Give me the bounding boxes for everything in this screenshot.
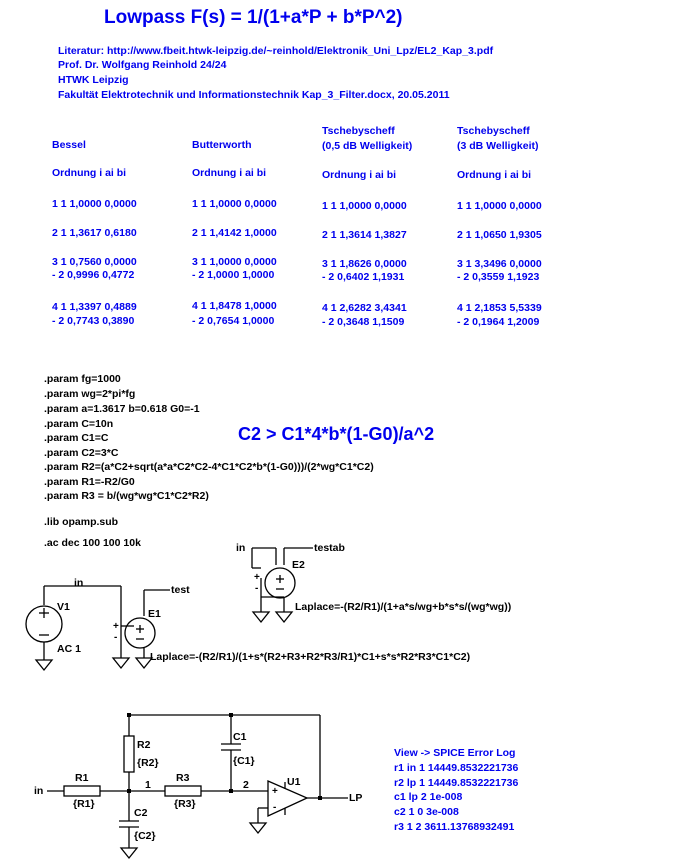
table-row: - 2 0,3559 1,1923 xyxy=(457,271,540,283)
r3-value: {R3} xyxy=(174,798,196,810)
table-row: 1 1 1,0000 0,0000 xyxy=(192,198,277,210)
table-row: - 2 0,3648 1,1509 xyxy=(322,316,405,328)
v1-source xyxy=(26,586,121,670)
author-line: Prof. Dr. Wolfgang Reinhold 24/24 xyxy=(58,59,227,71)
table-row: 1 1 1,0000 0,0000 xyxy=(52,198,137,210)
table-row: 2 1 1,4142 1,0000 xyxy=(192,227,277,239)
e2-laplace: Laplace=-(R2/R1)/(1+a*s/wg+b*s*s/(wg*wg)) xyxy=(295,601,512,613)
error-log-line: r1 in 1 14449.8532221736 xyxy=(394,762,519,774)
table-row: - 2 0,7654 1,0000 xyxy=(192,315,275,327)
e2-plus-label: + xyxy=(254,572,260,583)
column-header-row: Ordnung i ai bi xyxy=(322,169,397,181)
r1-name: R1 xyxy=(75,772,89,784)
e2-out-label: testab xyxy=(314,542,345,554)
table-row: 4 1 2,6282 3,4341 xyxy=(322,302,407,314)
spice-param: .param R3 = b/(wg*wg*C1*C2*R2) xyxy=(44,490,209,502)
e2-in-label: in xyxy=(236,542,246,554)
table-row: 4 1 2,1853 5,5339 xyxy=(457,302,542,314)
filter-out-label: LP xyxy=(349,792,363,804)
column-title: Tschebyscheff xyxy=(457,125,530,137)
faculty-line: Fakultät Elektrotechnik und Informationstechnik Kap_3_Filter.docx, 20.05.2011 xyxy=(58,89,450,101)
spice-param: .param R1=-R2/G0 xyxy=(44,476,135,488)
u1-plus-label: + xyxy=(272,786,278,797)
column-title: Butterworth xyxy=(192,139,252,151)
column-header-row: Ordnung i ai bi xyxy=(457,169,532,181)
r1-value: {R1} xyxy=(73,798,95,810)
e1-in-label: in xyxy=(74,577,84,589)
page-title: Lowpass F(s) = 1/(1+a*P + b*P^2) xyxy=(104,7,403,28)
capacitor-condition: C2 > C1*4*b*(1-G0)/a^2 xyxy=(238,424,435,444)
column-header-row: Ordnung i ai bi xyxy=(52,167,127,179)
sallen-key-filter xyxy=(47,715,348,858)
table-row: 3 1 0,7560 0,0000 xyxy=(52,256,137,268)
v1-value: AC 1 xyxy=(57,643,81,655)
table-row: 2 1 1,0650 1,9305 xyxy=(457,229,542,241)
table-row: - 2 0,7743 0,3890 xyxy=(52,315,135,327)
spice-param: .param wg=2*pi*fg xyxy=(44,388,136,400)
column-subtitle: (0,5 dB Welligkeit) xyxy=(322,140,413,152)
spice-param: .param C2=3*C xyxy=(44,447,119,459)
spice-ac-analysis: .ac dec 100 100 10k xyxy=(44,537,141,549)
u1-name: U1 xyxy=(287,776,301,788)
r2-value: {R2} xyxy=(137,757,159,769)
table-row: 4 1 1,3397 0,4889 xyxy=(52,301,137,313)
e2-name: E2 xyxy=(292,559,305,571)
u1-minus-label: - xyxy=(273,802,277,813)
column-header-row: Ordnung i ai bi xyxy=(192,167,267,179)
table-row: - 2 1,0000 1,0000 xyxy=(192,269,275,281)
table-row: 2 1 1,3617 0,6180 xyxy=(52,227,137,239)
institution-line: HTWK Leipzig xyxy=(58,74,129,86)
column-subtitle: (3 dB Welligkeit) xyxy=(457,140,539,152)
filter-in-label: in xyxy=(34,785,44,797)
table-row: 1 1 1,0000 0,0000 xyxy=(457,200,542,212)
literature-line: Literatur: http://www.fbeit.htwk-leipzig.de/~reinhold/Elektronik_Uni_Lpz/EL2_Kap_3.pdf xyxy=(58,45,494,57)
spice-param: .param fg=1000 xyxy=(44,373,121,385)
table-row: 1 1 1,0000 0,0000 xyxy=(322,200,407,212)
spice-param: .param C=10n xyxy=(44,418,114,430)
table-row: 3 1 1,8626 0,0000 xyxy=(322,258,407,270)
spice-lib: .lib opamp.sub xyxy=(44,516,119,528)
table-row: 3 1 1,0000 0,0000 xyxy=(192,256,277,268)
error-log-line: r3 1 2 3611.13768932491 xyxy=(394,821,515,833)
c1-value: {C1} xyxy=(233,755,255,767)
column-title: Bessel xyxy=(52,139,86,151)
table-row: - 2 0,6402 1,1931 xyxy=(322,271,405,283)
column-title: Tschebyscheff xyxy=(322,125,395,137)
r3-name: R3 xyxy=(176,772,190,784)
spice-param: .param a=1.3617 b=0.618 G0=-1 xyxy=(44,403,200,415)
r2-name: R2 xyxy=(137,739,151,751)
spice-param: .param C1=C xyxy=(44,432,109,444)
error-log-title: View -> SPICE Error Log xyxy=(394,747,516,759)
node-2-label: 2 xyxy=(243,779,249,791)
c1-name: C1 xyxy=(233,731,247,743)
e1-out-label: test xyxy=(171,584,190,596)
spice-param: .param R2=(a*C2+sqrt(a*a*C2*C2-4*C1*C2*b*(1-G0)))/(2*wg*C1*C2) xyxy=(44,461,374,473)
table-row: - 2 0,1964 1,2009 xyxy=(457,316,540,328)
e2-minus-label: - xyxy=(255,583,259,594)
table-row: 2 1 1,3614 1,3827 xyxy=(322,229,407,241)
v1-name: V1 xyxy=(57,601,70,613)
table-row: 3 1 3,3496 0,0000 xyxy=(457,258,542,270)
e1-plus-label: + xyxy=(113,621,119,632)
node-1-label: 1 xyxy=(145,779,151,791)
error-log-line: c2 1 0 3e-008 xyxy=(394,806,459,818)
table-row: - 2 0,9996 0,4772 xyxy=(52,269,135,281)
c2-value: {C2} xyxy=(134,830,156,842)
error-log-line: c1 lp 2 1e-008 xyxy=(394,791,463,803)
c2-name: C2 xyxy=(134,807,148,819)
e1-name: E1 xyxy=(148,608,161,620)
e1-laplace: Laplace=-(R2/R1)/(1+s*(R2+R3+R2*R3/R1)*C1+s*s*R2*R3*C1*C2) xyxy=(150,651,471,663)
table-row: 4 1 1,8478 1,0000 xyxy=(192,300,277,312)
e1-minus-label: - xyxy=(114,632,118,643)
error-log-line: r2 lp 1 14449.8532221736 xyxy=(394,777,519,789)
